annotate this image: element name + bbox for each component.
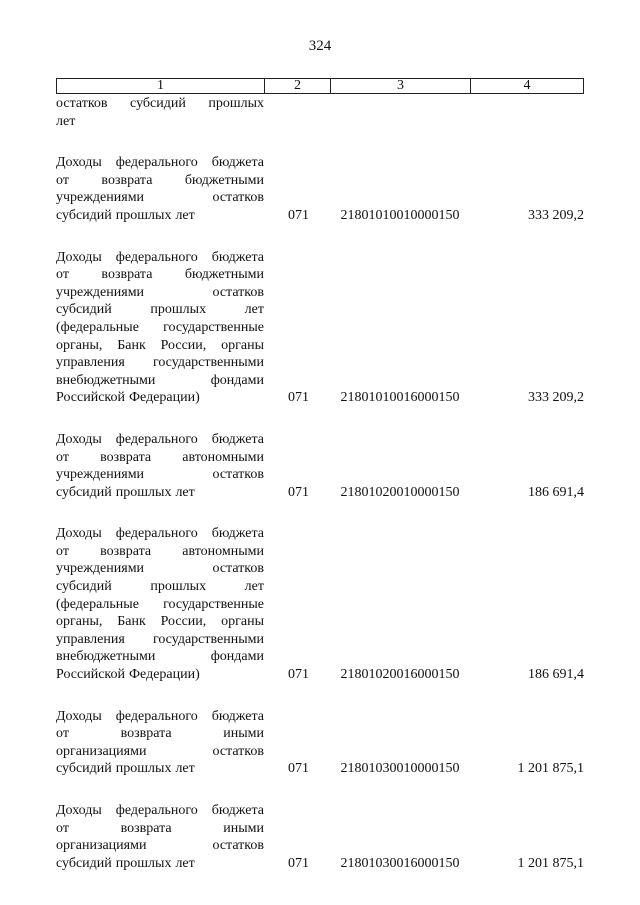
description-line: от возврата бюджетными [56, 172, 264, 188]
description-line: организациями остатков [56, 838, 264, 854]
row-admin-code: 071 [288, 667, 309, 683]
row-admin-code: 071 [288, 761, 309, 777]
table-row [56, 95, 584, 130]
table-header [56, 78, 584, 94]
header-col-2: 2 [265, 79, 331, 93]
row-admin-code: 071 [288, 855, 309, 871]
row-amount: 186 691,4 [528, 484, 584, 500]
row-revenue-code: 21801010016000150 [340, 390, 460, 406]
table-body [56, 95, 584, 872]
row-revenue-code: 21801010010000150 [340, 207, 460, 223]
description-line: Российской Федерации) [56, 667, 200, 683]
description-line: (федеральные государственные [56, 319, 264, 335]
description-line: управления государственными [56, 355, 264, 371]
description-line: Доходы федерального бюджета [56, 526, 264, 542]
description-line: от возврата автономными [56, 449, 264, 465]
page-number: 324 [308, 38, 332, 54]
table-row [56, 154, 584, 224]
description-line: субсидий прошлых лет [56, 761, 195, 777]
description-line: учреждениями остатков [56, 190, 264, 206]
description-line: учреждениями остатков [56, 467, 264, 483]
description-line: Доходы федерального бюджета [56, 155, 264, 171]
description-line: организациями остатков [56, 743, 264, 759]
row-description [56, 802, 264, 872]
row-admin-code: 071 [288, 484, 309, 500]
header-col-3: 3 [331, 79, 471, 93]
description-line: субсидий прошлых лет [56, 302, 264, 318]
row-amount: 333 209,2 [528, 207, 584, 223]
description-line: остатков субсидий прошлых [56, 96, 264, 111]
description-line: от возврата автономными [56, 543, 264, 559]
row-amount: 333 209,2 [528, 390, 584, 406]
table-row [56, 802, 584, 872]
row-description [56, 525, 264, 683]
description-line: учреждениями остатков [56, 284, 264, 300]
description-line: субсидий прошлых лет [56, 579, 264, 595]
row-description [56, 154, 264, 224]
table-row [56, 525, 584, 683]
description-line: Доходы федерального бюджета [56, 431, 264, 447]
description-line: Российской Федерации) [56, 390, 200, 406]
description-line: Доходы федерального бюджета [56, 249, 264, 265]
header-col-1: 1 [57, 79, 265, 93]
description-line: Доходы федерального бюджета [56, 708, 264, 724]
description-line: (федеральные государственные [56, 596, 264, 612]
row-revenue-code: 21801030010000150 [340, 761, 460, 777]
description-line: внебюджетными фондами [56, 649, 264, 665]
row-description [56, 431, 264, 501]
description-line: от возврата бюджетными [56, 267, 264, 283]
description-line: от возврата иными [56, 820, 264, 836]
description-line: управления государственными [56, 631, 264, 647]
description-line: внебюджетными фондами [56, 372, 264, 388]
description-line: субсидий прошлых лет [56, 855, 195, 871]
row-amount: 1 201 875,1 [517, 855, 584, 871]
description-line: органы, Банк России, органы [56, 614, 264, 630]
row-revenue-code: 21801030016000150 [340, 855, 460, 871]
description-line: субсидий прошлых лет [56, 484, 195, 500]
table-row [56, 708, 584, 778]
description-line: от возврата иными [56, 726, 264, 742]
row-revenue-code: 21801020010000150 [340, 484, 460, 500]
row-description [56, 249, 264, 407]
description-line: органы, Банк России, органы [56, 337, 264, 353]
table-row [56, 249, 584, 407]
row-admin-code: 071 [288, 390, 309, 406]
description-line: субсидий прошлых лет [56, 207, 195, 223]
description-line: лет [56, 113, 76, 129]
description-line: Доходы федерального бюджета [56, 803, 264, 818]
header-col-4: 4 [523, 78, 531, 93]
row-description [56, 95, 264, 130]
row-amount: 186 691,4 [528, 667, 584, 683]
row-revenue-code: 21801020016000150 [340, 667, 460, 683]
row-admin-code: 071 [288, 207, 309, 223]
table-row [56, 431, 584, 501]
description-line: учреждениями остатков [56, 561, 264, 577]
row-amount: 1 201 875,1 [517, 761, 584, 777]
row-description [56, 708, 264, 778]
